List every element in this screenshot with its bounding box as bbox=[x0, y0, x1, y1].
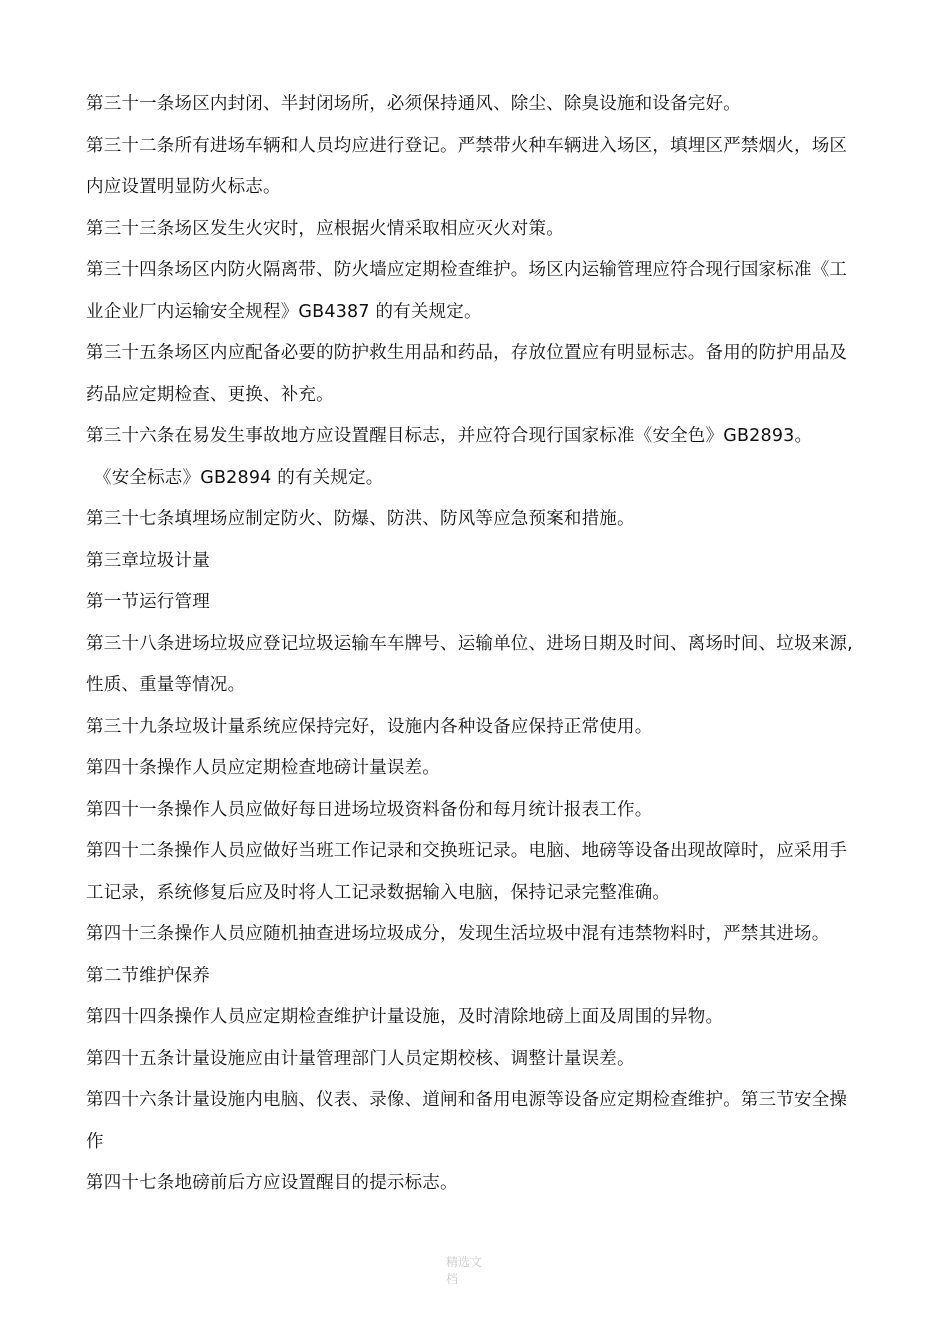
chapter-heading: 第三章垃圾计量 bbox=[86, 550, 210, 571]
document-body bbox=[86, 84, 876, 1205]
text-line: 药品应定期检查、更换、补充。 bbox=[86, 384, 334, 405]
text-line: 第三十三条场区发生火灾时，应根据火情采取相应灭火对策。 bbox=[86, 218, 564, 239]
footer-line: 精选文 bbox=[446, 1255, 483, 1269]
text-line: 第四十一条操作人员应做好每日进场垃圾资料备份和每月统计报表工作。 bbox=[86, 799, 653, 820]
text-line: 第四十二条操作人员应做好当班工作记录和交换班记录。电脑、地磅等设备出现故障时，应采用手 bbox=[86, 841, 848, 861]
section-heading: 第一节运行管理 bbox=[86, 592, 210, 612]
text-line: 第三十四条场区内防火隔离带、防火墙应定期检查维护。场区内运输管理应符合现行国家标准《工 bbox=[86, 260, 848, 280]
page-footer-watermark bbox=[446, 1254, 506, 1288]
text-line: 第三十二条所有进场车辆和人员均应进行登记。严禁带火种车辆进入场区，填埋区严禁烟火，场区 bbox=[86, 135, 848, 156]
text-line: 第四十条操作人员应定期检查地磅计量误差。 bbox=[86, 758, 440, 778]
section-heading: 第二节维护保养 bbox=[86, 965, 210, 986]
text-line: 作 bbox=[86, 1131, 104, 1152]
footer-line: 档 bbox=[446, 1272, 459, 1286]
text-line: 第三十九条垃圾计量系统应保持完好，设施内各种设备应保持正常使用。 bbox=[86, 716, 653, 737]
text-line: 第三十七条填埋场应制定防火、防爆、防洪、防风等应急预案和措施。 bbox=[86, 509, 635, 529]
text-line: 内应设置明显防火标志。 bbox=[86, 177, 281, 197]
text-line: 第三十八条进场垃圾应登记垃圾运输车车牌号、运输单位、进场日期及时间、离场时间、垃圾来源, bbox=[86, 633, 853, 654]
text-line: 业企业厂内运输安全规程》GB4387 的有关规定。 bbox=[86, 301, 482, 322]
text-line: 第三十五条场区内应配备必要的防护救生用品和药品，存放位置应有明显标志。备用的防护用品及 bbox=[86, 343, 848, 363]
text-line: 第四十四条操作人员应定期检查维护计量设施，及时清除地磅上面及周围的异物。 bbox=[86, 1007, 724, 1027]
text-line: 性质、重量等情况。 bbox=[86, 675, 246, 695]
text-line: 工记录，系统修复后应及时将人工记录数据输入电脑，保持记录完整准确。 bbox=[86, 882, 671, 903]
text-line: 第三十六条在易发生事故地方应设置醒目标志，并应符合现行国家标准《安全色》GB2893。 bbox=[86, 426, 813, 446]
text-line: 《安全标志》GB2894 的有关规定。 bbox=[94, 467, 384, 488]
text-line: 第四十三条操作人员应随机抽查进场垃圾成分，发现生活垃圾中混有违禁物料时，严禁其进场。 bbox=[86, 924, 830, 944]
text-line: 第四十五条计量设施应由计量管理部门人员定期校核、调整计量误差。 bbox=[86, 1048, 635, 1069]
text-line: 第三十一条场区内封闭、半封闭场所，必须保持通风、除尘、除臭设施和设备完好。 bbox=[86, 94, 741, 114]
text-line: 第四十七条地磅前后方应设置醒目的提示标志。 bbox=[86, 1173, 458, 1193]
text-line: 第四十六条计量设施内电脑、仪表、录像、道闸和备用电源等设备应定期检查维护。第三节安全操 bbox=[86, 1090, 848, 1110]
